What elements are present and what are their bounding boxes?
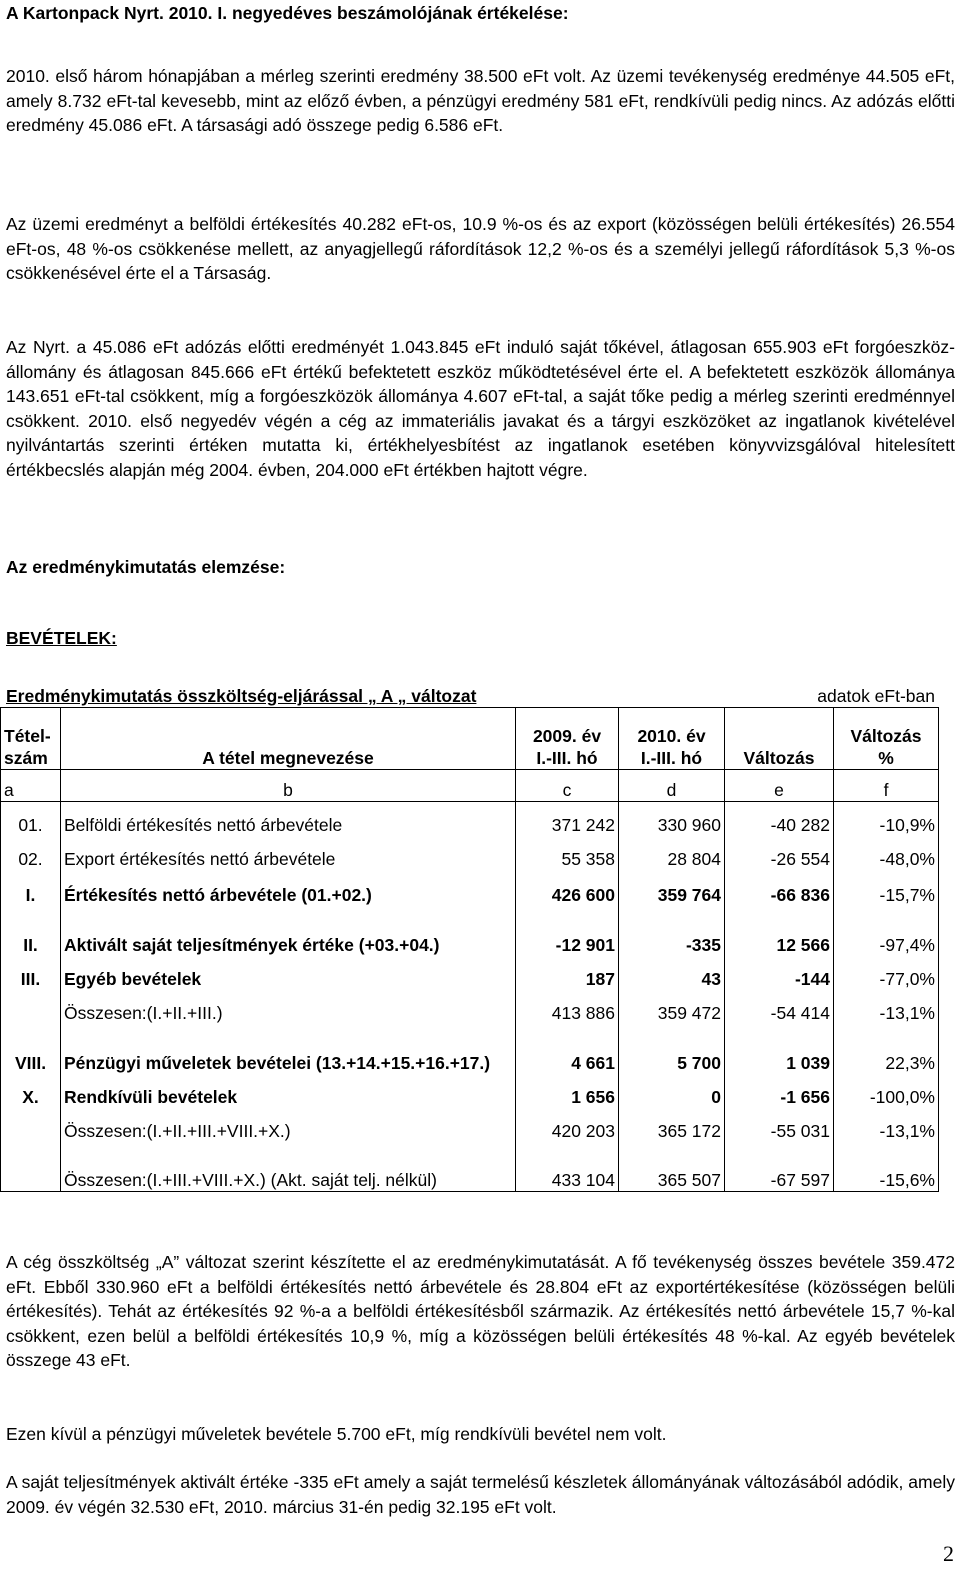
row-item-name: Pénzügyi műveletek bevételei (13.+14.+15.+16.+17.) xyxy=(61,1024,516,1074)
row-value-2009: 371 242 xyxy=(516,802,619,836)
letter-d: d xyxy=(619,770,725,802)
row-item-name: Rendkívüli bevételek xyxy=(61,1074,516,1108)
row-item-name: Összesen:(I.+III.+VIII.+X.) (Akt. saját telj. nélkül) xyxy=(61,1142,516,1192)
row-value-2010: 28 804 xyxy=(619,836,725,870)
row-item-no: I. xyxy=(1,870,61,906)
header-name: A tétel megnevezése xyxy=(61,708,516,770)
paragraph-revenue-analysis: A cég összköltség „A” változat szerint készítette el az eredménykimutatását. A fő tevékenység összes bevétele 359.472 eFt. Ebből 330.960 eFt a belföldi értékesítés nettó árbevétele és 28.804 eFt az exportértékesítése (közösségen belüli értékesítés). Tehát az értékesítés 92 %-a a belföldi értékesítésből származik. Az értékesítés nettó árbevétele 15,7 %-kal csökkent, ezen belül a belföldi értékesítés 10,9 %, míg a közösségen belüli értékesítés 48 %-kal. Az egyéb bevételek összege 43 eFt. xyxy=(6,1252,955,1371)
header-change-pct-line2: % xyxy=(878,748,894,768)
row-item-name: Értékesítés nettó árbevétele (01.+02.) xyxy=(61,870,516,906)
row-change: 12 566 xyxy=(725,906,834,956)
header-2009 xyxy=(516,708,619,770)
row-change-pct: -48,0% xyxy=(834,836,939,870)
table-row xyxy=(1,1074,939,1108)
row-item-no: II. xyxy=(1,906,61,956)
table-row xyxy=(1,1142,939,1192)
paragraph-financial-revenue: Ezen kívül a pénzügyi műveletek bevétele 5.700 eFt, míg rendkívüli bevétel nem volt. xyxy=(6,1424,667,1444)
table-row xyxy=(1,802,939,836)
table-body xyxy=(1,708,939,1192)
table-row xyxy=(1,836,939,870)
row-change: -1 656 xyxy=(725,1074,834,1108)
letter-a: a xyxy=(1,770,61,802)
paragraph-operating-result: Az üzemi eredményt a belföldi értékesítés 40.282 eFt-os, 10.9 %-os és az export (közösségen belüli értékesítés) 26.554 eFt-os, 48 %-os csökkenése mellett, az anyagjellegű ráfordítások 12,2 %-os és a személyi jellegű ráfordítások 5,3 %-os csökkenésével érte el a Társaság. xyxy=(6,214,955,284)
table-row xyxy=(1,1108,939,1142)
header-item-no xyxy=(1,708,61,770)
row-value-2010: 43 xyxy=(619,956,725,990)
header-2010 xyxy=(619,708,725,770)
header-change: Változás xyxy=(725,708,834,770)
row-item-name: Összesen:(I.+II.+III.+VIII.+X.) xyxy=(61,1108,516,1142)
row-change: -40 282 xyxy=(725,802,834,836)
row-item-name: Összesen:(I.+II.+III.) xyxy=(61,990,516,1024)
row-item-no xyxy=(1,1142,61,1192)
row-change-pct: -13,1% xyxy=(834,1108,939,1142)
row-value-2009: 433 104 xyxy=(516,1142,619,1192)
table-row xyxy=(1,906,939,956)
header-item-no-line2: szám xyxy=(4,748,48,768)
row-change-pct: -15,6% xyxy=(834,1142,939,1192)
header-change-pct-line1: Változás xyxy=(850,726,922,746)
letter-e: e xyxy=(725,770,834,802)
row-change: -144 xyxy=(725,956,834,990)
row-change: -26 554 xyxy=(725,836,834,870)
table-row xyxy=(1,1024,939,1074)
row-item-no: 02. xyxy=(1,836,61,870)
header-2009-line1: 2009. év xyxy=(532,726,602,746)
table-header-row xyxy=(1,708,939,770)
header-2009-line2: I.-III. hó xyxy=(536,748,598,768)
row-change: -55 031 xyxy=(725,1108,834,1142)
header-2010-line2: I.-III. hó xyxy=(640,748,703,768)
row-item-no xyxy=(1,1108,61,1142)
row-item-no: X. xyxy=(1,1074,61,1108)
row-item-no: VIII. xyxy=(1,1024,61,1074)
row-change: 1 039 xyxy=(725,1024,834,1074)
table-row xyxy=(1,956,939,990)
row-value-2010: 365 507 xyxy=(619,1142,725,1192)
letter-b: b xyxy=(61,770,516,802)
header-change-pct xyxy=(834,708,939,770)
page-number: 2 xyxy=(943,1541,954,1566)
row-change: -66 836 xyxy=(725,870,834,906)
row-change: -54 414 xyxy=(725,990,834,1024)
header-item-no-line1: Tétel- xyxy=(4,726,51,746)
row-value-2009: 1 656 xyxy=(516,1074,619,1108)
row-item-no: III. xyxy=(1,956,61,990)
row-value-2009: 426 600 xyxy=(516,870,619,906)
row-item-name: Egyéb bevételek xyxy=(61,956,516,990)
row-change-pct: -77,0% xyxy=(834,956,939,990)
table-row xyxy=(1,870,939,906)
row-value-2009: 55 358 xyxy=(516,836,619,870)
units-note: adatok eFt-ban xyxy=(817,686,935,706)
row-item-name: Belföldi értékesítés nettó árbevétele xyxy=(61,802,516,836)
row-value-2010: 0 xyxy=(619,1074,725,1108)
table-title: Eredménykimutatás összköltség-eljárással „ A „ változat xyxy=(6,686,477,706)
heading-analysis: Az eredménykimutatás elemzése: xyxy=(6,557,286,577)
row-value-2010: 5 700 xyxy=(619,1024,725,1074)
row-value-2010: 330 960 xyxy=(619,802,725,836)
paragraph-own-performance: A saját teljesítmények aktivált értéke -335 eFt amely a saját termelésű készletek állományának változásából adódik, amely 2009. év végén 32.530 eFt, 2010. március 31-én pedig 32.195 eFt volt. xyxy=(6,1472,955,1517)
letter-f: f xyxy=(834,770,939,802)
table-caption-row xyxy=(6,684,955,709)
row-change-pct: -15,7% xyxy=(834,870,939,906)
row-change-pct: 22,3% xyxy=(834,1024,939,1074)
row-change: -67 597 xyxy=(725,1142,834,1192)
header-2010-line1: 2010. év xyxy=(637,726,706,746)
table-row xyxy=(1,990,939,1024)
row-value-2010: 365 172 xyxy=(619,1108,725,1142)
row-value-2010: 359 472 xyxy=(619,990,725,1024)
row-item-name: Aktivált saját teljesítmények értéke (+03.+04.) xyxy=(61,906,516,956)
row-value-2009: 187 xyxy=(516,956,619,990)
row-value-2010: -335 xyxy=(619,906,725,956)
row-value-2009: 420 203 xyxy=(516,1108,619,1142)
row-item-no: 01. xyxy=(1,802,61,836)
income-statement-table xyxy=(0,707,939,1192)
row-change-pct: -13,1% xyxy=(834,990,939,1024)
row-item-no xyxy=(1,990,61,1024)
row-item-name: Export értékesítés nettó árbevétele xyxy=(61,836,516,870)
row-change-pct: -97,4% xyxy=(834,906,939,956)
paragraph-equity-assets: Az Nyrt. a 45.086 eFt adózás előtti eredményét 1.043.845 eFt induló saját tőkével, átlagosan 655.903 eFt forgóeszköz-állomány és átlagosan 845.666 eFt értékű befektetett eszköz működtetésével érte el. A befektetett eszközök állománya 143.651 eFt-tal csökkent, míg a forgóeszközök állománya 4.607 eFt-tal, a saját tőke pedig a mérleg szerinti eredménnyel csökkent. 2010. első negyedév végén a cég az immateriális javakat és a tárgyi eszközöket az ingatlanok kivételével nyilvántartás szerinti értéken mutatta ki, értékhelyesbítést az ingatlanok esetében könyvvizsgálóval hitelesített értékbecslés alapján még 2004. évben, 204.000 eFt értékben hajtott végre. xyxy=(6,337,955,480)
row-value-2009: 4 661 xyxy=(516,1024,619,1074)
row-change-pct: -100,0% xyxy=(834,1074,939,1108)
document-title: A Kartonpack Nyrt. 2010. I. negyedéves beszámolójának értékelése: xyxy=(6,3,569,23)
paragraph-results: 2010. első három hónapjában a mérleg szerinti eredmény 38.500 eFt volt. Az üzemi tevékenység eredménye 44.505 eFt, amely 8.732 eFt-tal kevesebb, mint az előző évben, a pénzügyi eredmény 581 eFt, rendkívüli pedig nincs. Az adózás előtti eredmény 45.086 eFt. A társasági adó összege pedig 6.586 eFt. xyxy=(6,66,955,136)
heading-revenues: BEVÉTELEK: xyxy=(6,628,117,648)
row-value-2009: -12 901 xyxy=(516,906,619,956)
row-value-2009: 413 886 xyxy=(516,990,619,1024)
table-letters-row xyxy=(1,770,939,802)
row-change-pct: -10,9% xyxy=(834,802,939,836)
row-value-2010: 359 764 xyxy=(619,870,725,906)
letter-c: c xyxy=(516,770,619,802)
